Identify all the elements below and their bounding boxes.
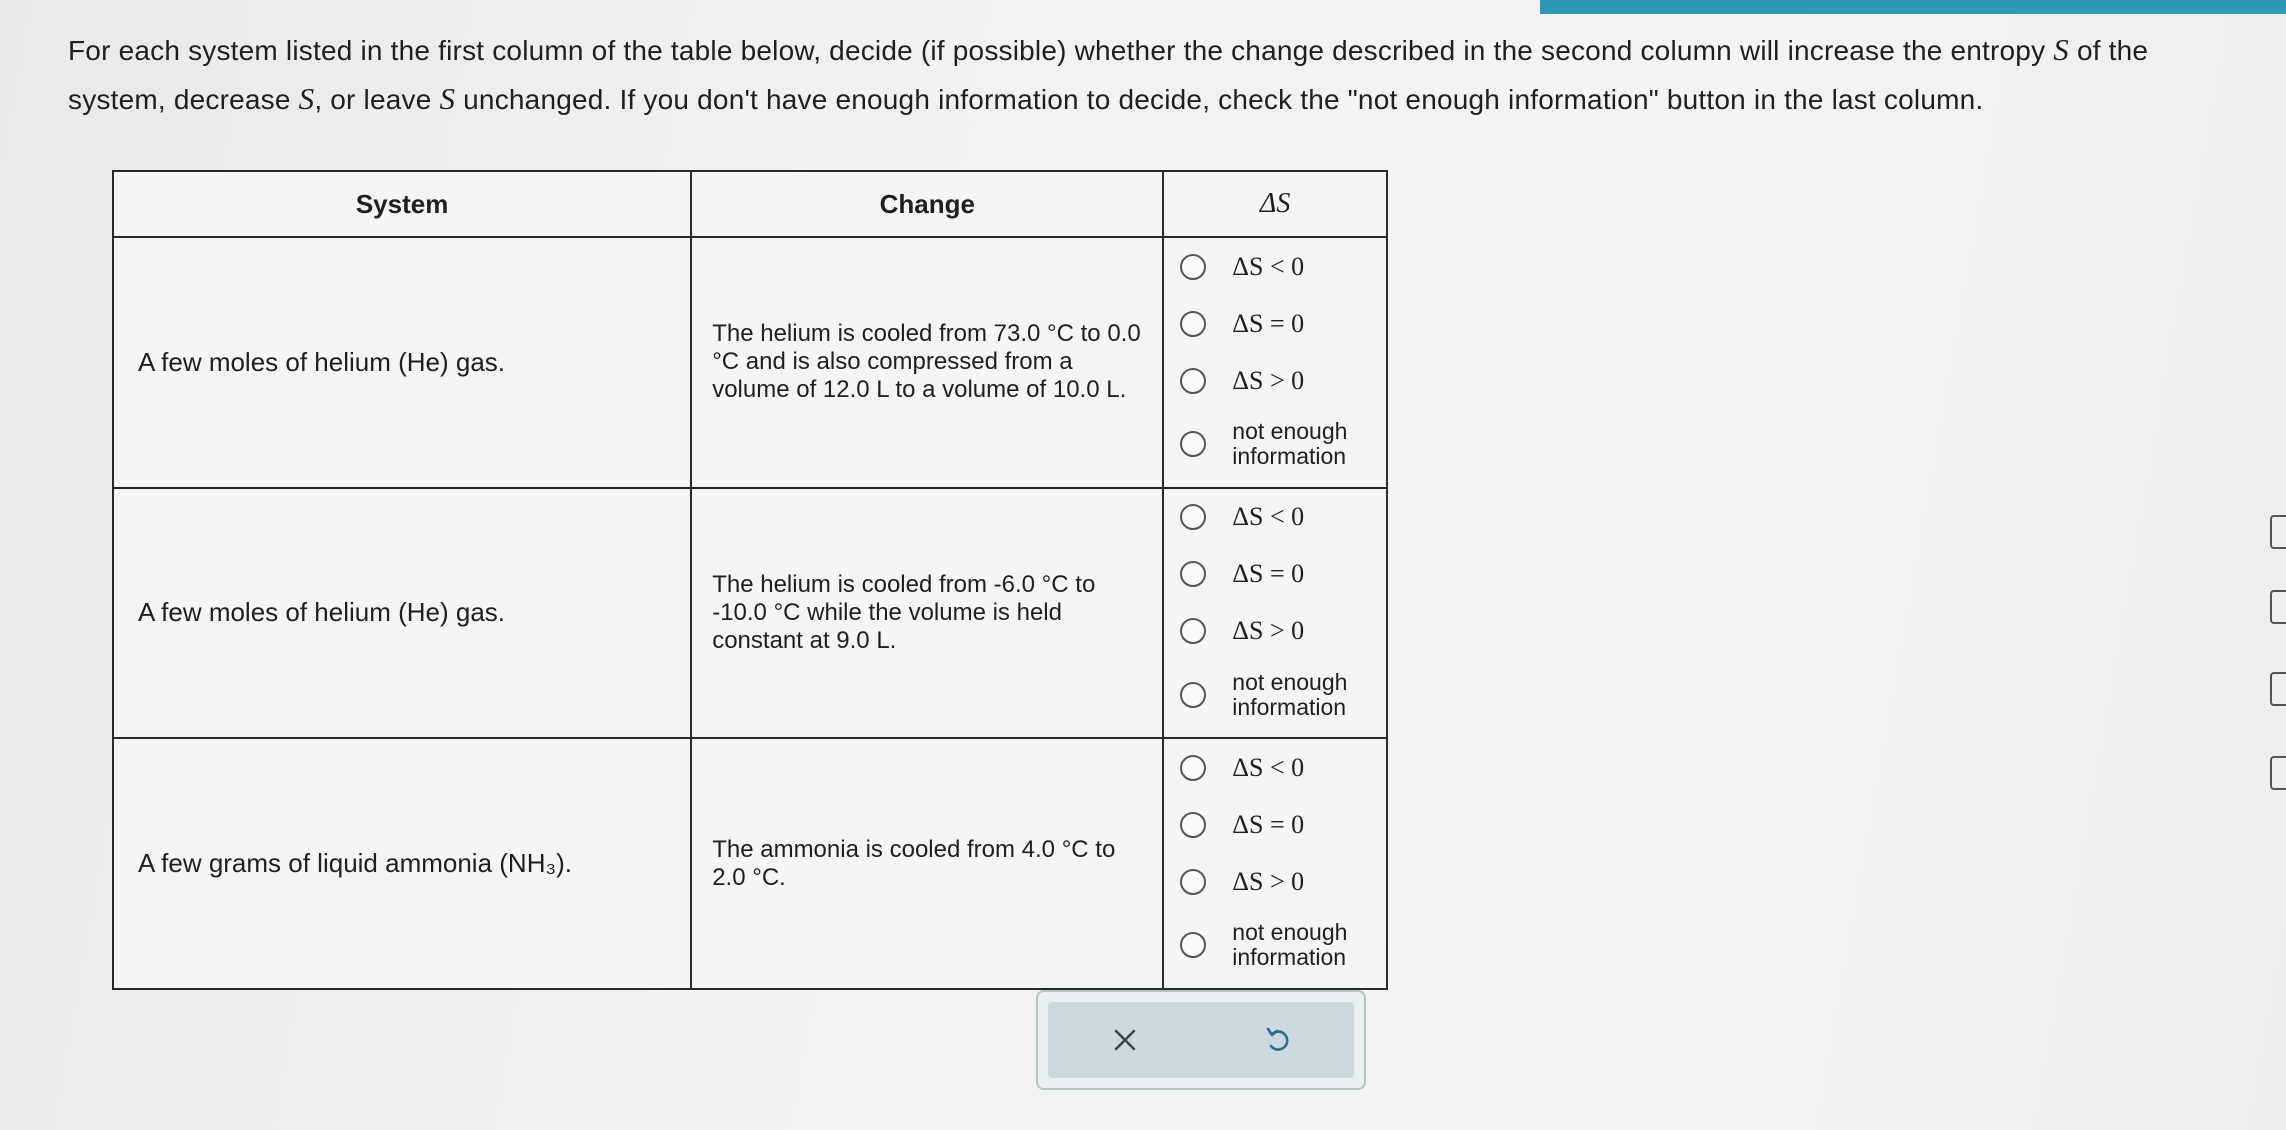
option-label: ΔS < 0 <box>1232 752 1305 782</box>
radio-button[interactable] <box>1180 368 1206 394</box>
option-positive[interactable] <box>1164 603 1386 660</box>
option-label: ΔS < 0 <box>1232 251 1305 281</box>
system-cell: A few moles of helium (He) gas. <box>113 488 691 739</box>
undo-icon <box>1263 1025 1293 1055</box>
radio-button[interactable] <box>1180 869 1206 895</box>
instructions-part: , or leave <box>314 84 440 115</box>
radio-button[interactable] <box>1180 561 1206 587</box>
radio-button[interactable] <box>1180 504 1206 530</box>
action-bar <box>1048 1002 1354 1078</box>
entropy-symbol: S <box>2053 32 2069 67</box>
option-label: ΔS = 0 <box>1232 308 1305 338</box>
header-change: Change <box>691 171 1163 237</box>
option-label: not enough information <box>1232 418 1348 469</box>
instructions-part: unchanged. If you don't have enough information to decide, check the "not enough information" button in the last column. <box>455 84 1984 115</box>
option-zero[interactable] <box>1164 295 1386 352</box>
table-row <box>113 738 1387 989</box>
instructions-text <box>68 26 2228 124</box>
radio-button[interactable] <box>1180 682 1206 708</box>
entropy-symbol: S <box>439 81 456 116</box>
close-icon <box>1112 1027 1138 1053</box>
option-label: not enough information <box>1232 668 1348 720</box>
delta-s-options <box>1163 738 1387 989</box>
radio-button[interactable] <box>1180 932 1206 958</box>
option-positive[interactable] <box>1164 853 1386 910</box>
instructions-part: For each system listed in the first column of the table below, decide (if possible) whether the change described in the second column will increase the entropy <box>68 35 2054 66</box>
change-cell: The ammonia is cooled from 4.0 °C to 2.0 °C. <box>691 738 1163 989</box>
radio-button[interactable] <box>1180 311 1206 337</box>
side-tool-icon[interactable] <box>2270 515 2286 549</box>
delta-s-options <box>1163 237 1387 488</box>
header-delta-s: ΔS <box>1163 171 1387 237</box>
top-accent-bar <box>1540 0 2286 14</box>
header-row <box>113 171 1387 237</box>
option-label: ΔS > 0 <box>1232 616 1305 646</box>
option-not-enough-info[interactable] <box>1164 660 1386 730</box>
undo-button[interactable] <box>1201 1025 1354 1055</box>
delta-s-options <box>1163 488 1387 739</box>
option-label: ΔS = 0 <box>1232 559 1305 589</box>
radio-button[interactable] <box>1180 431 1206 457</box>
entropy-symbol: S <box>298 81 315 116</box>
entropy-table <box>112 170 1388 990</box>
table-row <box>113 237 1387 488</box>
option-zero[interactable] <box>1164 546 1386 603</box>
radio-button[interactable] <box>1180 618 1206 644</box>
answer-actions <box>1036 990 1366 1090</box>
option-label: ΔS < 0 <box>1232 502 1305 532</box>
side-tool-icon[interactable] <box>2270 672 2286 706</box>
radio-button[interactable] <box>1180 254 1206 280</box>
system-cell: A few moles of helium (He) gas. <box>113 237 691 488</box>
radio-button[interactable] <box>1180 812 1206 838</box>
change-cell: The helium is cooled from -6.0 °C to -10.0 °C while the volume is held constant at 9.0 L. <box>691 488 1163 739</box>
option-label: ΔS > 0 <box>1232 866 1305 896</box>
table-row <box>113 488 1387 739</box>
header-system: System <box>113 171 691 237</box>
option-not-enough-info[interactable] <box>1164 910 1386 980</box>
option-negative[interactable] <box>1164 739 1386 796</box>
option-not-enough-info[interactable] <box>1164 409 1386 479</box>
side-tool-icon[interactable] <box>2270 756 2286 790</box>
option-zero[interactable] <box>1164 796 1386 853</box>
change-cell: The helium is cooled from 73.0 °C to 0.0 °C and is also compressed from a volume of 12.0 L to a volume of 10.0 L. <box>691 237 1163 488</box>
system-cell: A few grams of liquid ammonia (NH₃). <box>113 738 691 989</box>
option-negative[interactable] <box>1164 238 1386 295</box>
option-negative[interactable] <box>1164 489 1386 546</box>
radio-button[interactable] <box>1180 755 1206 781</box>
side-tool-icon[interactable] <box>2270 590 2286 624</box>
instructions-part: of the system, decrease <box>68 35 2149 115</box>
option-label: ΔS > 0 <box>1232 365 1305 395</box>
clear-button[interactable] <box>1048 1027 1201 1053</box>
option-positive[interactable] <box>1164 352 1386 409</box>
option-label: ΔS = 0 <box>1232 809 1305 839</box>
option-label: not enough information <box>1232 919 1348 971</box>
